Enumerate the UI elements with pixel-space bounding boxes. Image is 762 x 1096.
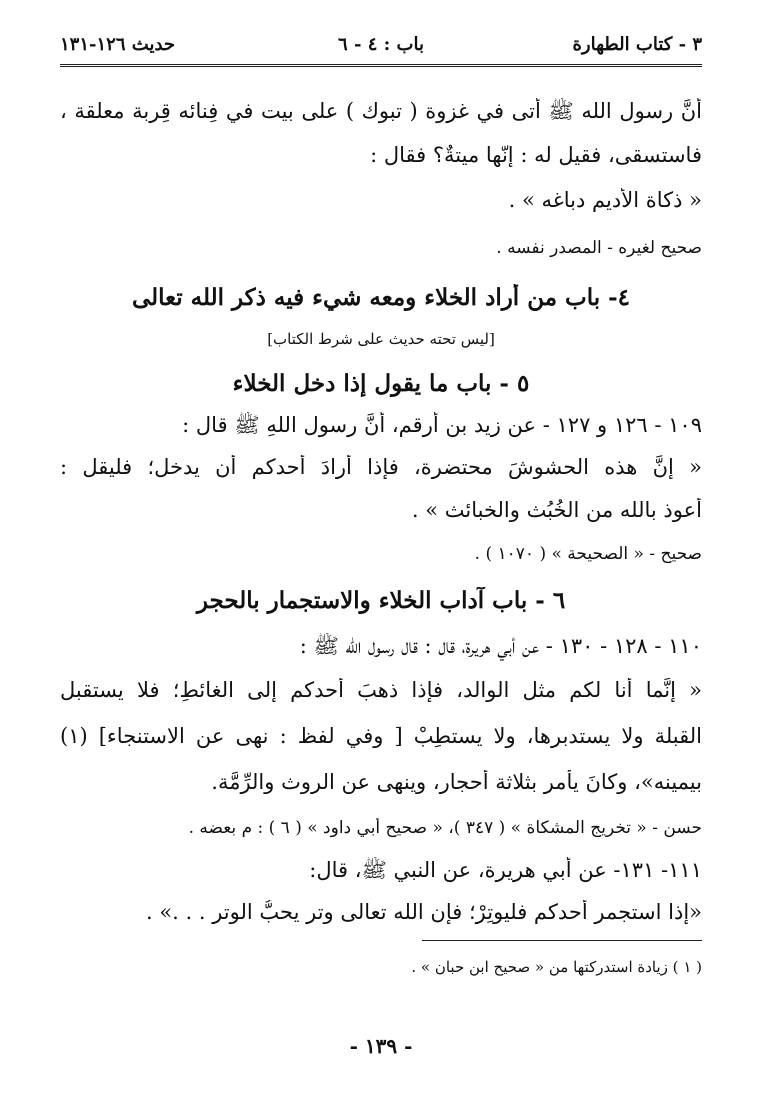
text-line: « ذكاة الأديم دباغه » . — [508, 188, 702, 212]
header-chapter: ٣ - كتاب الطهارة — [572, 34, 702, 55]
header-hadith-range: حديث ١٢٦-١٣١ — [60, 34, 176, 55]
chapter-heading: ٦ - باب آداب الخلاء والاستجمار بالحجر — [196, 587, 566, 614]
running-header — [60, 34, 702, 64]
text-line: أنَّ رسول الله ﷺ أتى في غزوة ( تبوك ) على بيت في فِنائه قِربة معلقة ، — [60, 99, 702, 123]
header-rule — [60, 64, 702, 67]
grading-line: صحيح لغيره - المصدر نفسه . — [496, 238, 702, 258]
header-chapter-section: باب : ٤ - ٦ — [338, 34, 424, 55]
text-line: « إنَّ هذه الحشوشَ محتضرة، فإذا أرادَ أحدكم أن يدخل؛ فليقل : — [60, 455, 702, 479]
page-number: - ١٣٩ - — [349, 1034, 413, 1058]
text-line: فاستسقى، فقيل له : إنّها ميتةٌ؟ فقال : — [370, 143, 702, 167]
hadith-intro-line: ١١١- ١٣١- عن أبي هريرة، عن النبي ﷺ، قال: — [309, 858, 702, 882]
grading-line: حسن - « تخريج المشكاة » ( ٣٤٧ )، « صحيح أبي داود » ( ٦ ) : م بعضه . — [188, 818, 702, 838]
chapter-heading: ٥ - باب ما يقول إذا دخل الخلاء — [232, 370, 530, 397]
text-line: بيمينه»، وكانَ يأمر بثلاثة أحجار، وينهى عن الروث والرِّمَّة. — [211, 770, 702, 794]
text-line: « إنَّما أنا لكم مثل الوالد، فإذا ذهبَ أحدكم إلى الغائطِ؛ فلا يستقبل — [60, 678, 702, 702]
text-line: «إذا استجمر أحدكم فليوتِرْ؛ فإن الله تعالى وتر يحبُّ الوتر . . .» . — [145, 900, 702, 924]
text-line: القبلة ولا يستدبرها، ولا يستطِبْ [ وفي لفظ : نهى عن الاستنجاء] (١) — [60, 724, 702, 748]
grading-line: صحيح - « الصحيحة » ( ١٠٧٠ ) . — [474, 544, 702, 564]
hadith-intro-line: ١٠٩ - ١٢٦ و ١٢٧ - عن زيد بن أرقم، أنَّ رسول اللهِ ﷺ قال : — [182, 413, 702, 437]
chapter-heading: ٤- باب من أراد الخلاء ومعه شيء فيه ذكر الله تعالى — [131, 284, 631, 311]
text-line: أعوذ بالله من الخُبُث والخبائث » . — [411, 498, 702, 522]
chapter-note: [ليس تحته حديث على شرط الكتاب] — [267, 330, 495, 348]
hadith-intro-line: ١١٠ - ١٢٨ - ١٣٠ - عن أبي هريرة، قال : قال رسول الله ﷺ : — [299, 634, 702, 658]
footnote: ( ١ ) زيادة استدركتها من « صحيح ابن حبان » . — [411, 958, 702, 976]
footnote-rule — [422, 940, 702, 941]
